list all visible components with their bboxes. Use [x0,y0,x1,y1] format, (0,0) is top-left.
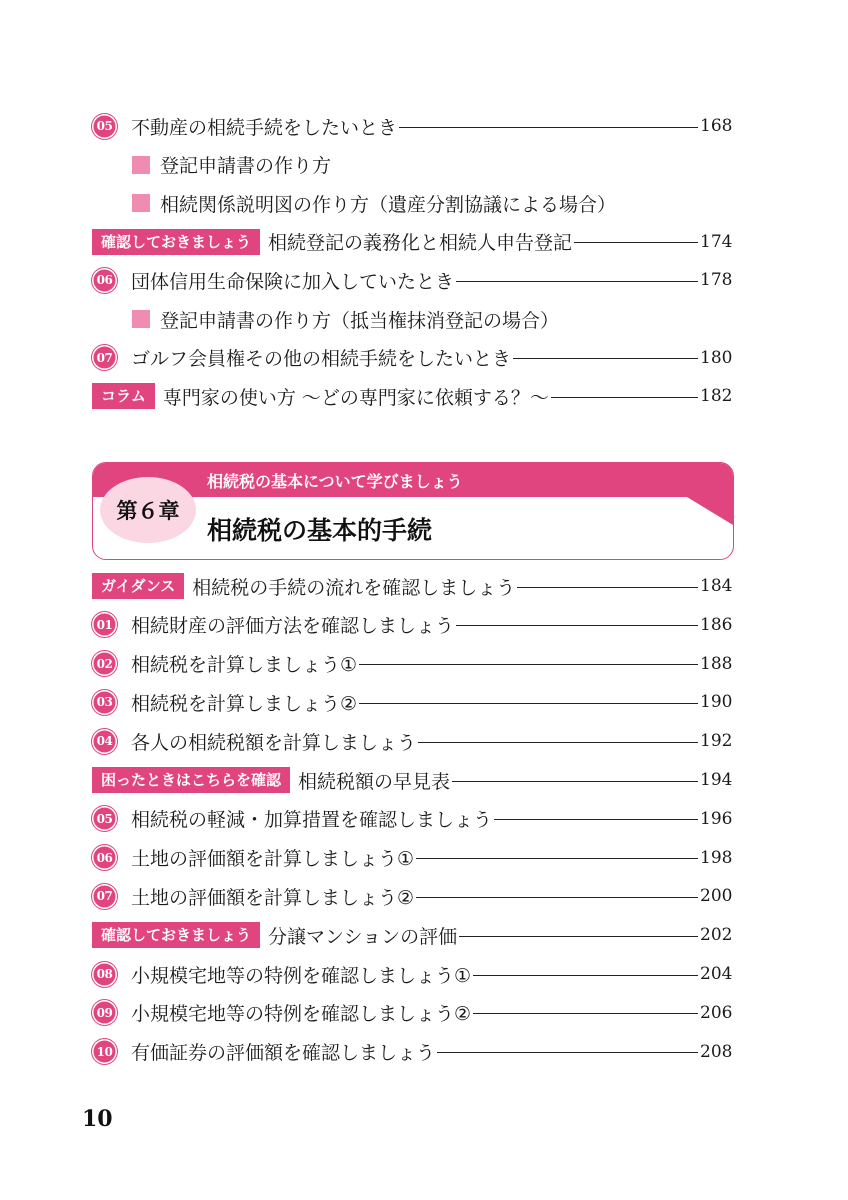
section-tag: コラム [92,383,155,409]
leader-line [416,897,698,898]
entry-title: ゴルフ会員権その他の相続手続をしたいとき [131,348,512,371]
entry-page-number: 180 [700,347,733,368]
toc-entry[interactable] [92,686,732,718]
bullet-square-icon [132,194,150,212]
entry-title: 小規模宅地等の特例を確認しましょう① [131,964,472,987]
section-number-icon: 10 [92,1039,117,1064]
entry-title: 不動産の相続手続をしたいとき [131,116,398,139]
toc-entry[interactable] [92,958,732,990]
leader-line [456,281,698,282]
toc-entry[interactable] [92,1036,732,1068]
leader-line [359,703,698,704]
leader-line [459,936,698,937]
entry-title: 相続税額の早見表 [298,770,451,793]
entry-page-number: 168 [700,116,733,136]
chapter-banner-fold [687,497,733,525]
entry-page-number: 182 [700,386,733,407]
section-number-icon: 03 [92,690,117,715]
section-number-icon: 05 [92,806,117,831]
entry-title: 登記申請書の作り方（抵当権抹消登記の場合） [160,309,560,332]
toc-entry[interactable] [92,919,732,951]
leader-line [359,664,698,665]
entry-title: 小規模宅地等の特例を確認しましょう② [131,1003,472,1026]
entry-page-number: 204 [700,964,733,984]
entry-title: 団体信用生命保険に加入していたとき [131,270,455,293]
section-tag: ガイダンス [92,573,184,599]
leader-line [551,397,698,398]
toc-entry[interactable] [92,764,732,796]
section-number-icon: 04 [92,729,117,754]
entry-page-number: 198 [700,847,733,868]
chapter-title: 相続税の基本的手続 [207,516,433,545]
leader-line [399,127,698,128]
leader-line [473,1013,698,1014]
leader-line [418,742,698,743]
entry-title: 登記申請書の作り方 [160,155,332,178]
chapter-subtitle: 相続税の基本について学びましょう [207,472,463,491]
entry-page-number: 196 [700,808,733,829]
section-number-icon: 09 [92,1000,117,1025]
leader-line [416,858,698,859]
entry-page-number: 174 [700,231,733,252]
entry-page-number: 184 [700,576,733,596]
entry-title: 分譲マンションの評価 [268,925,458,948]
section-number-icon: 05 [92,114,117,139]
entry-page-number: 188 [700,653,733,674]
bullet-square-icon [132,156,150,174]
entry-title: 土地の評価額を計算しましょう② [131,886,415,909]
entry-title: 相続財産の評価方法を確認しましょう [131,615,455,638]
entry-page-number: 186 [700,614,733,635]
entry-title: 有価証券の評価額を確認しましょう [131,1042,436,1065]
section-number-icon: 07 [92,884,117,909]
entry-page-number: 208 [700,1041,733,1062]
leader-line [494,819,698,820]
entry-title: 専門家の使い方 ～どの専門家に依頼する？～ [162,386,549,409]
entry-page-number: 200 [700,886,733,907]
leader-line [574,242,698,243]
section-tag: 確認しておきましょう [92,922,260,948]
leader-line [452,781,698,782]
entry-page-number: 178 [700,270,733,291]
section-tag: 確認しておきましょう [92,229,260,255]
section-number-icon: 06 [92,845,117,870]
toc-entry[interactable] [92,609,732,641]
leader-line [437,1052,698,1053]
toc-entry[interactable] [92,380,732,412]
toc-entry[interactable] [92,226,732,258]
entry-page-number: 194 [700,770,733,790]
toc-entry[interactable] [92,842,732,874]
entry-title: 相続税を計算しましょう② [131,692,358,715]
entry-title: 相続税の軽減・加算措置を確認しましょう [131,809,493,832]
section-tag: 困ったときはこちらを確認 [92,767,290,793]
page-number: 10 [82,1106,113,1132]
leader-line [473,975,698,976]
toc-entry[interactable] [92,997,732,1029]
leader-line [456,625,698,626]
entry-title: 相続税を計算しましょう① [131,654,358,677]
section-number-icon: 06 [92,268,117,293]
toc-entry[interactable] [92,342,732,374]
entry-title: 相続関係説明図の作り方（遺産分割協議による場合） [160,193,617,216]
entry-title: 相続登記の義務化と相続人申告登記 [268,232,573,255]
entry-page-number: 192 [700,731,733,752]
leader-line [513,358,698,359]
entry-title: 土地の評価額を計算しましょう① [131,848,415,871]
section-number-icon: 07 [92,345,117,370]
toc-subentry[interactable] [132,187,732,219]
toc-entry[interactable] [92,648,732,680]
toc-subentry[interactable] [132,303,732,335]
toc-subentry[interactable] [132,149,732,181]
section-number-icon: 01 [92,612,117,637]
entry-page-number: 190 [700,692,733,713]
section-number-icon: 08 [92,962,117,987]
toc-entry[interactable] [92,570,732,602]
chapter-badge: 第６章 [100,477,196,543]
entry-title: 各人の相続税額を計算しましょう [131,731,417,754]
leader-line [517,587,698,588]
bullet-square-icon [132,310,150,328]
entry-title: 相続税の手続の流れを確認しましょう [192,576,516,599]
toc-entry[interactable] [92,725,732,757]
entry-page-number: 206 [700,1002,733,1023]
toc-entry[interactable] [92,803,732,835]
toc-entry[interactable] [92,110,732,142]
toc-entry[interactable] [92,264,732,296]
section-number-icon: 02 [92,651,117,676]
toc-entry[interactable] [92,880,732,912]
entry-page-number: 202 [700,925,733,946]
